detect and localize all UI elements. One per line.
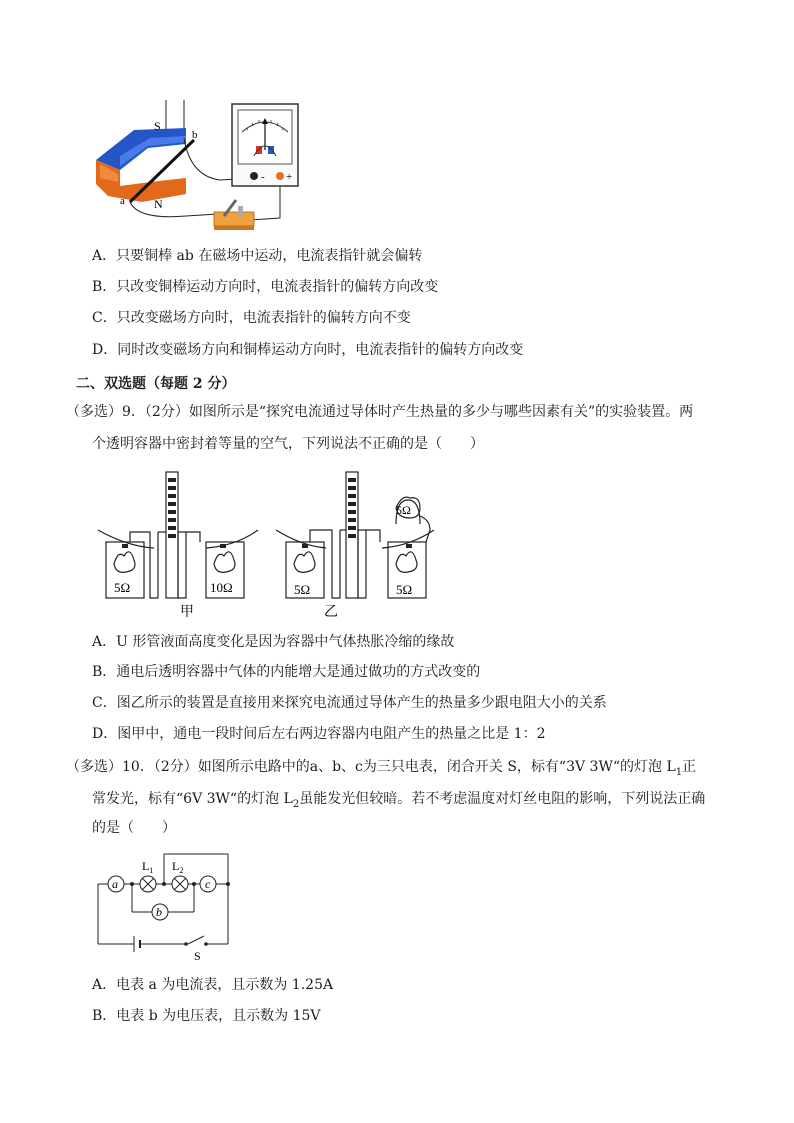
q9-option-d: D．图甲中，通电一段时间后左右两边容器内电阻产生的热量之比是 1：2 — [92, 726, 546, 742]
section-title: 二、双选题（每题 2 分） — [76, 376, 236, 392]
q8-option-d: D．同时改变磁场方向和铜棒运动方向时，电流表指针的偏转方向改变 — [92, 342, 524, 358]
meter-b-label: b — [156, 905, 162, 919]
induction-apparatus-figure — [90, 98, 310, 238]
jia-right-resistor: 10Ω — [210, 580, 233, 595]
lamp1-label: $L_1$ — [142, 859, 154, 875]
switch-label: S — [194, 949, 201, 962]
jia-left-resistor: 5Ω — [114, 580, 131, 595]
q9-stem-line2: 个透明容器中密封着等量的空气，下列说法不正确的是（ ） — [92, 436, 484, 452]
meter-a-label: a — [112, 877, 118, 891]
yi-left-resistor: 5Ω — [294, 582, 311, 597]
circuit-diagram — [96, 850, 236, 962]
meter-minus-label: - — [261, 171, 265, 183]
q8-option-c: C．只改变磁场方向时，电流表指针的偏转方向不变 — [92, 310, 411, 326]
lamp2-label: $L_2$ — [172, 859, 184, 875]
q8-option-b: B．只改变铜棒运动方向时，电流表指针的偏转方向改变 — [92, 279, 439, 295]
q10-option-a: A．电表 a 为电流表，且示数为 1.25A — [92, 977, 334, 993]
magnet-s-label: S — [154, 119, 161, 133]
magnet-n-label: N — [154, 197, 163, 211]
q10-option-b: B．电表 b 为电压表，且示数为 15V — [92, 1008, 321, 1024]
rod-b-label: b — [192, 129, 198, 141]
jia-caption: 甲 — [180, 605, 194, 620]
knife-switch — [214, 200, 254, 230]
q10-stem-line1: （多选）10．（2分）如图所示电路中的a、b、c为三只电表，闭合开关 S，标有“3V 3W“的灯泡 $L_1$正 — [66, 759, 697, 778]
l1-subscript: 1 — [675, 766, 683, 778]
q9-option-c: C．图乙所示的装置是直接用来探究电流通过导体产生的热量多少跟电阻大小的关系 — [92, 695, 607, 711]
q10-stem-line3: 的是（ ） — [92, 820, 176, 836]
meter-c-label: c — [205, 877, 211, 891]
q9-option-b: B．通电后透明容器中气体的内能增大是通过做功的方式改变的 — [92, 664, 481, 680]
l2-subscript: 2 — [292, 798, 300, 810]
yi-caption: 乙 — [324, 605, 338, 620]
q9-option-a: A．U 形管液面高度变化是因为容器中气体热胀冷缩的缘故 — [92, 634, 455, 650]
q9-stem-line1: （多选）9．（2分）如图所示是“探究电流通过导体时产生热量的多少与哪些因素有关”的实验装置。两 — [66, 404, 694, 420]
q8-option-a: A．只要铜棒 ab 在磁场中运动，电流表指针就会偏转 — [92, 248, 423, 264]
yi-outside-resistor: 5Ω — [396, 503, 411, 517]
meter-plus-label: + — [286, 171, 293, 183]
rod-a-label: a — [120, 195, 125, 207]
joule-heating-figure — [96, 468, 436, 620]
yi-right-resistor: 5Ω — [396, 582, 413, 597]
q10-stem-line2: 常发光，标有“6V 3W“的灯泡 $L_2$虽能发光但较暗。若不考虑温度对灯丝电阻的影响，下列说法正确 — [92, 791, 706, 810]
